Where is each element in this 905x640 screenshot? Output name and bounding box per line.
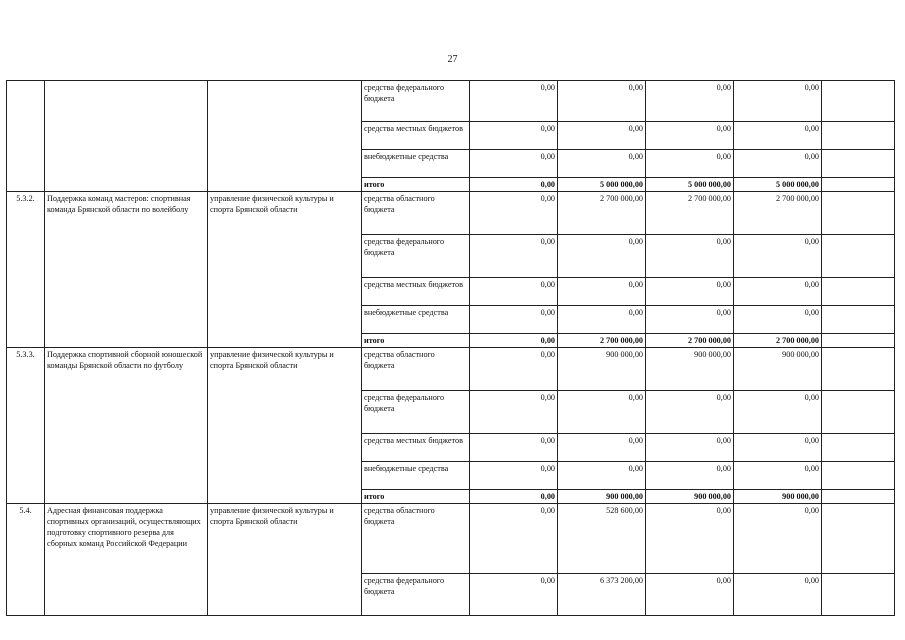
item-code: 5.3.3. [7,348,45,504]
amount-cell-3: 0,00 [646,81,734,122]
funding-source: средства областного бюджета [362,192,470,235]
item-executor: управление физической культуры и спорта Брянской области [208,504,362,616]
amount-cell-3: 900 000,00 [646,490,734,504]
amount-cell-2: 0,00 [558,81,646,122]
amount-cell-3: 0,00 [646,462,734,490]
item-code [7,81,45,192]
amount-cell-1: 0,00 [470,490,558,504]
funding-source: средства федерального бюджета [362,391,470,434]
amount-cell-1: 0,00 [470,574,558,616]
amount-cell-1: 0,00 [470,462,558,490]
amount-cell-3: 0,00 [646,434,734,462]
empty-cell [822,278,895,306]
amount-cell-3: 0,00 [646,504,734,574]
funding-source: итого [362,334,470,348]
item-executor [208,81,362,192]
amount-cell-4: 0,00 [734,462,822,490]
amount-cell-2: 0,00 [558,278,646,306]
amount-cell-2: 0,00 [558,150,646,178]
amount-cell-3: 900 000,00 [646,348,734,391]
amount-cell-4: 0,00 [734,434,822,462]
amount-cell-2: 5 000 000,00 [558,178,646,192]
amount-cell-1: 0,00 [470,348,558,391]
funding-source: средства федерального бюджета [362,235,470,278]
item-executor: управление физической культуры и спорта Брянской области [208,348,362,504]
funding-source: внебюджетные средства [362,306,470,334]
budget-table-body [7,81,895,616]
amount-cell-1: 0,00 [470,150,558,178]
table-row [7,504,895,574]
item-executor: управление физической культуры и спорта Брянской области [208,192,362,348]
amount-cell-2: 6 373 200,00 [558,574,646,616]
budget-table [6,80,895,616]
item-name: Поддержка спортивной сборной юношеской команды Брянской области по футболу [45,348,208,504]
empty-cell [822,306,895,334]
empty-cell [822,81,895,122]
empty-cell [822,462,895,490]
table-row [7,192,895,235]
funding-source: средства федерального бюджета [362,81,470,122]
amount-cell-4: 0,00 [734,150,822,178]
amount-cell-2: 2 700 000,00 [558,334,646,348]
amount-cell-4: 0,00 [734,306,822,334]
empty-cell [822,348,895,391]
funding-source: внебюджетные средства [362,150,470,178]
amount-cell-4: 0,00 [734,391,822,434]
amount-cell-4: 0,00 [734,278,822,306]
amount-cell-2: 0,00 [558,462,646,490]
amount-cell-3: 0,00 [646,235,734,278]
amount-cell-3: 0,00 [646,122,734,150]
amount-cell-2: 0,00 [558,391,646,434]
amount-cell-1: 0,00 [470,334,558,348]
funding-source: итого [362,178,470,192]
empty-cell [822,150,895,178]
empty-cell [822,391,895,434]
table-row [7,348,895,391]
empty-cell [822,178,895,192]
amount-cell-1: 0,00 [470,391,558,434]
amount-cell-4: 0,00 [734,81,822,122]
amount-cell-3: 2 700 000,00 [646,192,734,235]
item-name: Адресная финансовая поддержка спортивных организаций, осуществляющих подготовку спортивного резерва для сборных команд Российской Федерации [45,504,208,616]
empty-cell [822,574,895,616]
funding-source: средства областного бюджета [362,504,470,574]
amount-cell-2: 0,00 [558,434,646,462]
funding-source: итого [362,490,470,504]
empty-cell [822,504,895,574]
amount-cell-3: 0,00 [646,150,734,178]
amount-cell-4: 900 000,00 [734,348,822,391]
funding-source: средства местных бюджетов [362,434,470,462]
amount-cell-1: 0,00 [470,81,558,122]
empty-cell [822,434,895,462]
empty-cell [822,490,895,504]
amount-cell-1: 0,00 [470,122,558,150]
item-name [45,81,208,192]
funding-source: средства областного бюджета [362,348,470,391]
amount-cell-2: 528 600,00 [558,504,646,574]
empty-cell [822,334,895,348]
amount-cell-3: 0,00 [646,391,734,434]
amount-cell-4: 900 000,00 [734,490,822,504]
amount-cell-1: 0,00 [470,278,558,306]
funding-source: внебюджетные средства [362,462,470,490]
amount-cell-4: 5 000 000,00 [734,178,822,192]
amount-cell-1: 0,00 [470,235,558,278]
funding-source: средства местных бюджетов [362,278,470,306]
funding-source: средства местных бюджетов [362,122,470,150]
item-name: Поддержка команд мастеров: спортивная команда Брянской области по волейболу [45,192,208,348]
amount-cell-2: 2 700 000,00 [558,192,646,235]
amount-cell-3: 5 000 000,00 [646,178,734,192]
page-number: 27 [447,54,458,65]
amount-cell-3: 0,00 [646,306,734,334]
table-row [7,81,895,122]
amount-cell-4: 0,00 [734,235,822,278]
amount-cell-4: 2 700 000,00 [734,334,822,348]
amount-cell-4: 2 700 000,00 [734,192,822,235]
amount-cell-2: 0,00 [558,122,646,150]
item-code: 5.3.2. [7,192,45,348]
empty-cell [822,122,895,150]
amount-cell-3: 2 700 000,00 [646,334,734,348]
empty-cell [822,192,895,235]
amount-cell-2: 0,00 [558,306,646,334]
amount-cell-2: 900 000,00 [558,490,646,504]
amount-cell-1: 0,00 [470,434,558,462]
amount-cell-1: 0,00 [470,504,558,574]
funding-source: средства федерального бюджета [362,574,470,616]
amount-cell-2: 900 000,00 [558,348,646,391]
amount-cell-4: 0,00 [734,574,822,616]
amount-cell-2: 0,00 [558,235,646,278]
amount-cell-4: 0,00 [734,504,822,574]
amount-cell-3: 0,00 [646,574,734,616]
amount-cell-1: 0,00 [470,178,558,192]
amount-cell-1: 0,00 [470,192,558,235]
empty-cell [822,235,895,278]
amount-cell-1: 0,00 [470,306,558,334]
amount-cell-3: 0,00 [646,278,734,306]
amount-cell-4: 0,00 [734,122,822,150]
item-code: 5.4. [7,504,45,616]
